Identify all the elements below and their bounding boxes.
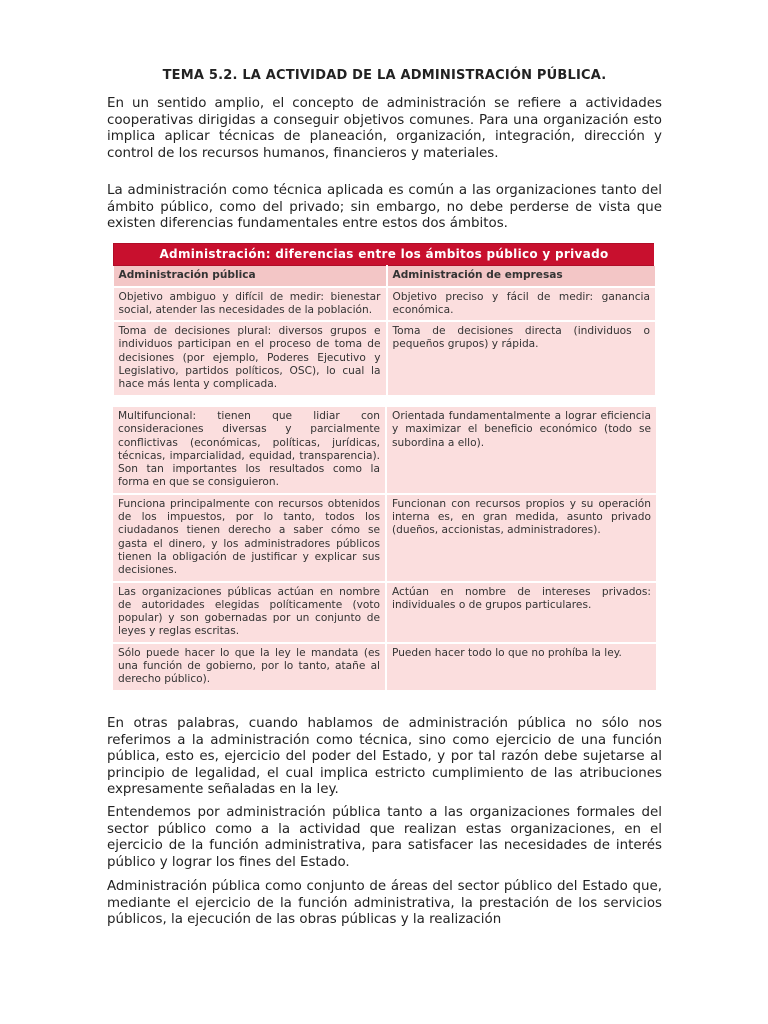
table-cell: Actúan en nombre de intereses privados: individuales o de grupos particulares.: [386, 582, 656, 643]
table-cell: Toma de decisiones plural: diversos grupos e individuos participan en el proceso de toma de decisiones (por ejemplo, Poderes Ejecutivo y Legislativo, partidos políticos, OSC), lo cual la hace más lenta y complicada.: [114, 321, 387, 395]
table-cell: Objetivo preciso y fácil de medir: ganancia económica.: [387, 287, 656, 322]
column-header-public: Administración pública: [114, 266, 387, 287]
table-cell: Orientada fundamentalmente a lograr eficiencia y maximizar el beneficio económico (todo se subordina a ello).: [386, 407, 656, 494]
table-cell: Pueden hacer todo lo que no prohíba la ley.: [386, 643, 656, 691]
table-banner: Administración: diferencias entre los ámbitos público y privado: [114, 244, 656, 266]
table-cell: Toma de decisiones directa (individuos o pequeños grupos) y rápida.: [387, 321, 656, 395]
table-cell: Las organizaciones públicas actúan en nombre de autoridades elegidas políticamente (voto popular) y son gobernadas por un conjunto de leyes y reglas escritas.: [113, 582, 386, 643]
table-cell: Funciona principalmente con recursos obtenidos de los impuestos, por lo tanto, todos los ciudadanos tienen derecho a saber cómo se gasta el dinero, y los administradores públicos tienen la obligación de justificar y explicar sus decisiones.: [113, 494, 386, 582]
table-row: [113, 407, 656, 494]
table-row: [114, 321, 656, 395]
table-cell: Objetivo ambiguo y difícil de medir: bienestar social, atender las necesidades de la población.: [114, 287, 387, 322]
table-row: [113, 582, 656, 643]
page-title: TEMA 5.2. LA ACTIVIDAD DE LA ADMINISTRACIÓN PÚBLICA.: [162, 68, 607, 83]
table-cell: Sólo puede hacer lo que la ley le mandata (es una función de gobierno, por lo tanto, atañe al derecho público).: [113, 643, 386, 691]
differences-table-bottom: [113, 407, 656, 692]
legality-paragraph: En otras palabras, cuando hablamos de administración pública no sólo nos referimos a la administración como técnica, sino como ejercicio de una función pública, esto es, ejercicio del poder del Estado, y por tal razón debe sujetarse al principio de legalidad, el cual implica estricto cumplimiento de las atribuciones expresamente señaladas en la ley.: [107, 716, 662, 797]
table-row: [114, 287, 656, 322]
intro-paragraph: En un sentido amplio, el concepto de administración se refiere a actividades cooperativas dirigidas a conseguir objetivos comunes. Para una organización esto implica aplicar técnicas de planeación, organización, integración, dirección y control de los recursos humanos, financieros y materiales.: [107, 96, 662, 161]
differences-table-top: [113, 243, 656, 397]
table-row: [113, 494, 656, 582]
areas-paragraph: Administración pública como conjunto de áreas del sector público del Estado que, mediante el ejercicio de la función administrativa, la prestación de los servicios públicos, la ejecución de las obras públicas y la realización: [107, 879, 662, 927]
table-cell: Multifuncional: tienen que lidiar con consideraciones diversas y parcialmente conflictivas (económicas, políticas, jurídicas, técnicas, imparcialidad, equidad, transparencia). Son tan importantes los resultados como la forma en que se consiguieron.: [113, 407, 386, 494]
definition-paragraph: Entendemos por administración pública tanto a las organizaciones formales del sector público como a la actividad que realizan estas organizaciones, en el ejercicio de la función administrativa, para satisfacer las necesidades de interés público y lograr los fines del Estado.: [107, 805, 662, 870]
table-row: [113, 643, 656, 691]
table-cell: Funcionan con recursos propios y su operación interna es, en gran medida, asunto privado (dueños, accionistas, administradores).: [386, 494, 656, 582]
column-header-private: Administración de empresas: [387, 266, 656, 287]
comparison-paragraph: La administración como técnica aplicada es común a las organizaciones tanto del ámbito público, como del privado; sin embargo, no debe perderse de vista que existen diferencias fundamentales entre estos dos ámbitos.: [107, 183, 662, 231]
